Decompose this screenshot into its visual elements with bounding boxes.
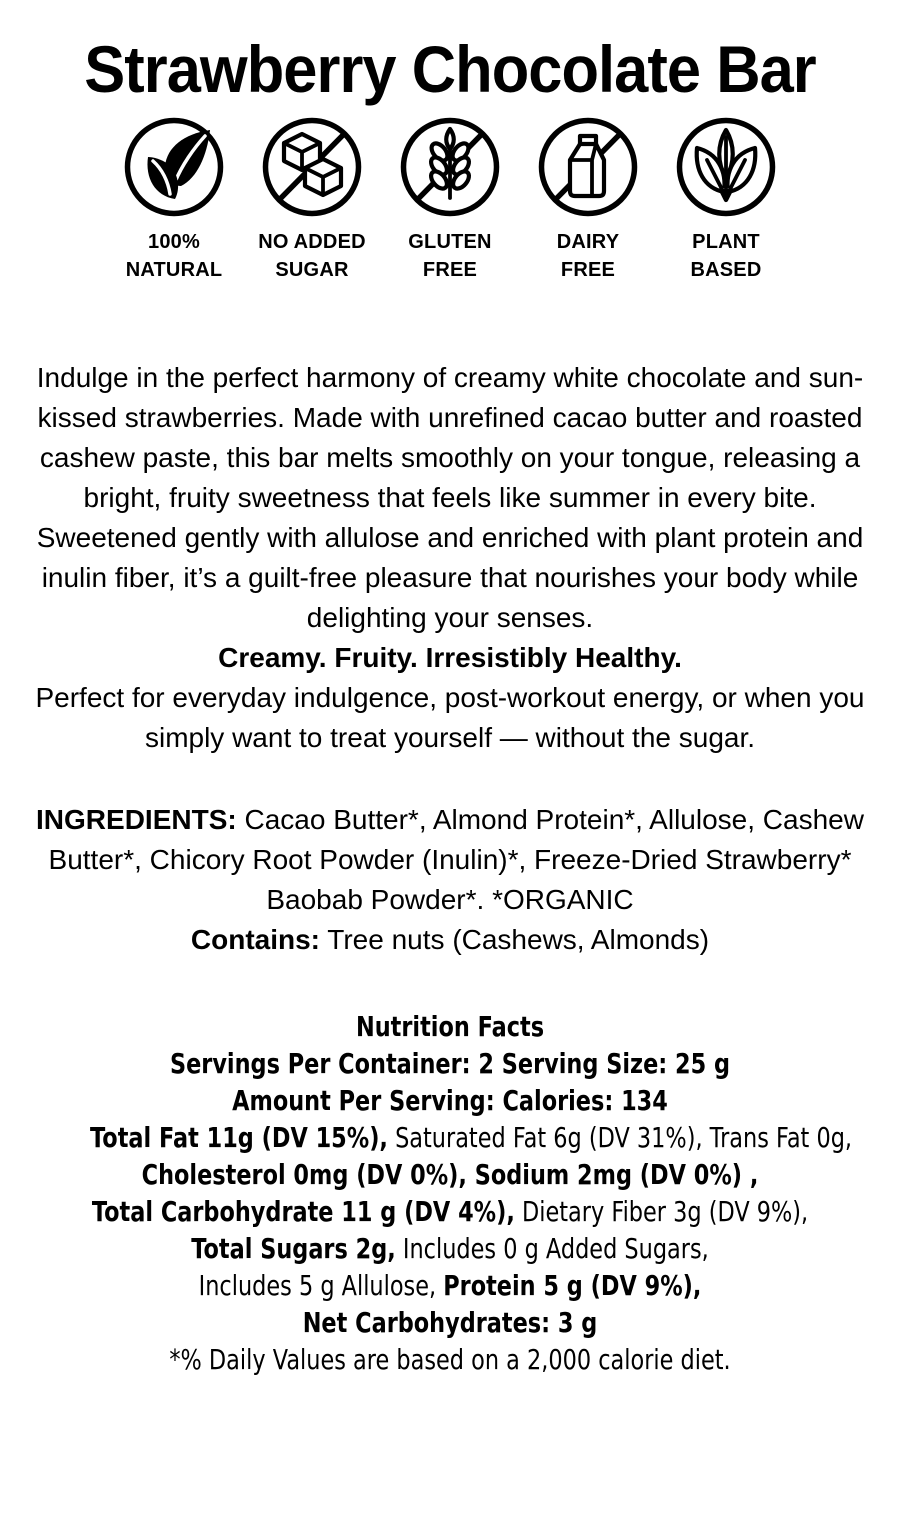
contains-list: Tree nuts (Cashews, Almonds) [327,924,710,955]
contains-line [28,920,872,960]
ingredients-section [0,800,900,960]
badge-label: PLANT BASED [690,231,762,281]
allulose-protein-line: Includes 5 g Allulose, Protein 5 g (DV 9%), [198,1269,702,1302]
daily-values-footnote: *% Daily Values are based on a 2,000 calorie diet. [169,1343,731,1376]
badge-gluten-free [390,115,510,284]
dairy-free-icon [536,115,640,219]
amount-calories-line: Amount Per Serving: Calories: 134 [232,1084,668,1117]
product-title: Strawberry Chocolate Bar [84,32,816,106]
no-added-sugar-icon [260,115,364,219]
badge-label: DAIRY FREE [556,231,620,281]
sugars-line: Total Sugars 2g, Includes 0 g Added Sugars, [191,1232,709,1265]
ingredients-label: INGREDIENTS: [36,804,237,835]
cholesterol-sodium-line: Cholesterol 0mg (DV 0%), Sodium 2mg (DV 0%) , [141,1158,759,1191]
tagline: Creamy. Fruity. Irresistibly Healthy. [218,642,682,673]
badge-dairy-free [528,115,648,284]
badge-label: NO ADDED SUGAR [258,231,366,281]
badge-label: GLUTEN FREE [408,231,492,281]
badge-row [0,115,900,284]
badge-100-natural [114,115,234,284]
fat-line: Total Fat 11g (DV 15%), Saturated Fat 6g (DV 31%), Trans Fat 0g, [90,1121,853,1154]
net-carbs-line: Net Carbohydrates: 3 g [302,1306,598,1339]
badge-label: 100% NATURAL [125,231,223,281]
product-label [0,32,900,1536]
description-paragraph-1: Indulge in the perfect harmony of creamy white chocolate and sun-kissed strawberries. Made with unrefined cacao butter and roasted cashew paste, this bar melts smoothly on your tongue, releasing a bright, fruity sweetness that feels like summer in every bite. [36,362,864,513]
gluten-free-icon [398,115,502,219]
description-paragraph-3: Perfect for everyday indulgence, post-workout energy, or when you simply want to treat yourself — without the sugar. [35,682,865,753]
badge-plant-based [666,115,786,284]
ingredients-line [28,800,872,920]
nutrition-facts-section [90,1008,853,1378]
contains-label: Contains: [190,924,321,955]
description-section [0,358,900,758]
description-paragraph-2: Sweetened gently with allulose and enriched with plant protein and inulin fiber, it’s a guilt-free pleasure that nourishes your body while delighting your senses. [36,522,864,633]
badge-no-added-sugar [252,115,372,284]
plant-based-icon [674,115,778,219]
nutrition-title: Nutrition Facts [355,1010,545,1043]
natural-leaves-icon [122,115,226,219]
ingredients-list: Cacao Butter*, Almond Protein*, Allulose, Cashew Butter*, Chicory Root Powder (Inulin)*, Freeze-Dried Strawberry* Baobab Powder*. *ORGANIC [48,804,864,915]
servings-line: Servings Per Container: 2 Serving Size: 25 g [169,1047,731,1080]
carbohydrate-line: Total Carbohydrate 11 g (DV 4%), Dietary Fiber 3g (DV 9%), [91,1195,809,1228]
